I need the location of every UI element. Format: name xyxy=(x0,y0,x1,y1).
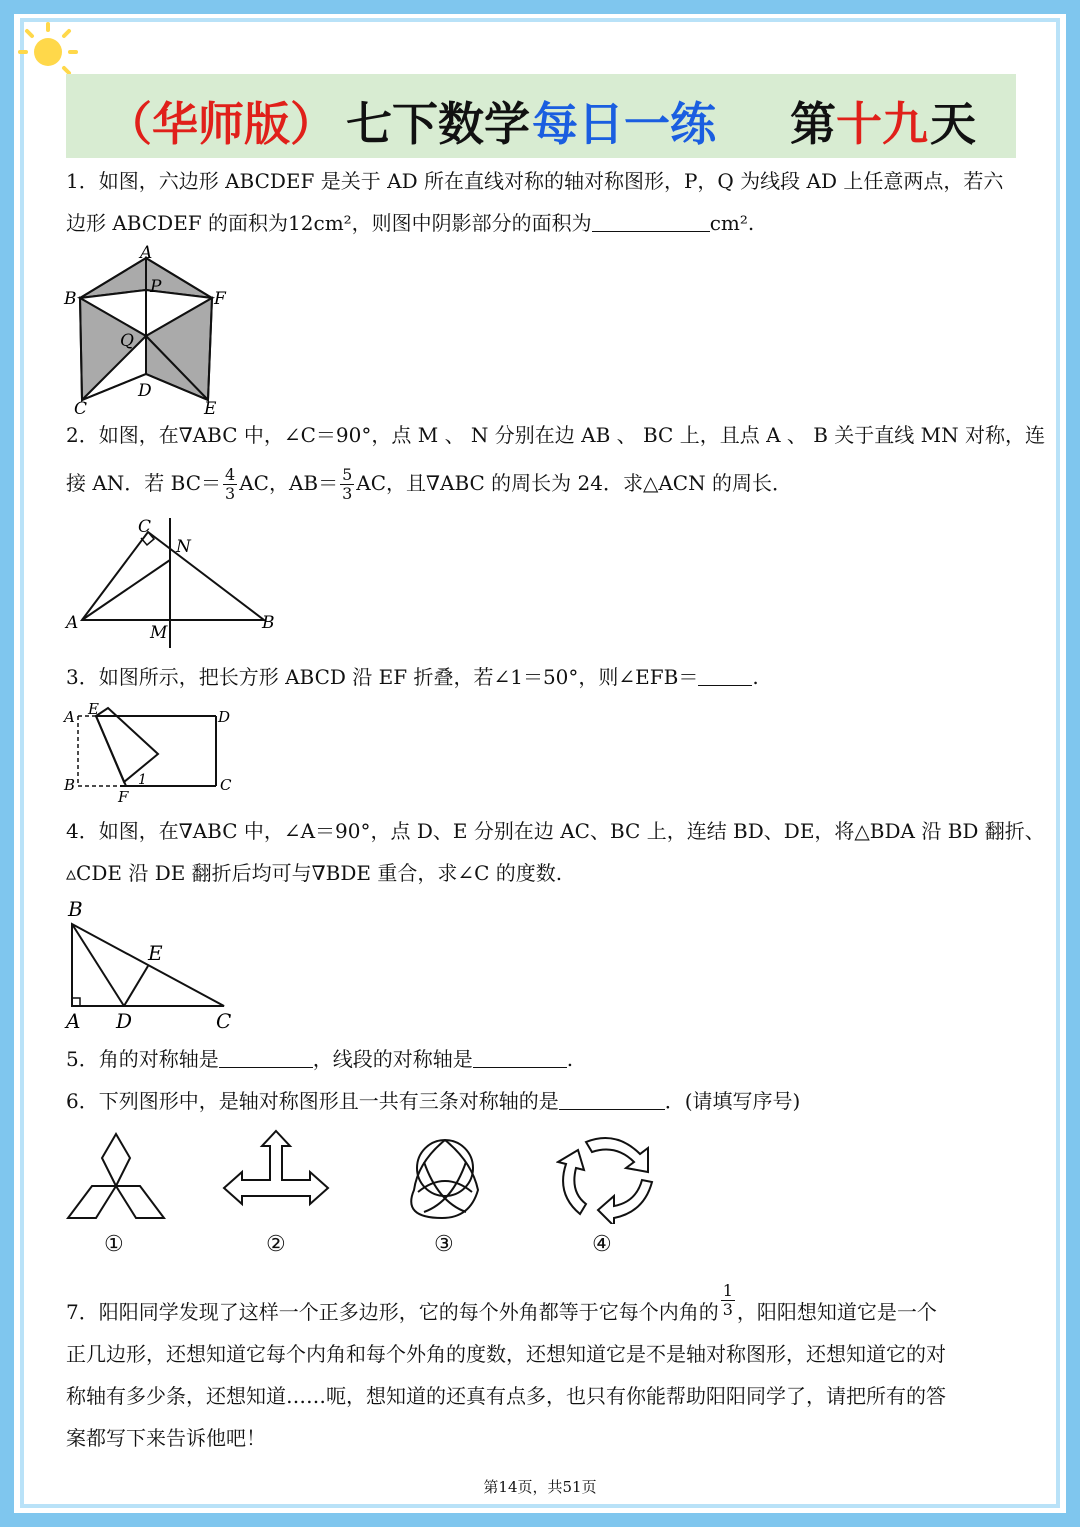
q2-fraction-1 xyxy=(223,466,237,503)
q7-line-1-b: ，阳阳想知道它是一个 xyxy=(736,1300,937,1324)
q6-option-4: ④ xyxy=(592,1232,612,1257)
q2-line-1: 2．如图，在∇ABC 中，∠C＝90°，点 M 、 N 分别在边 AB 、 BC 上，且点 A 、 B 关于直线 MN 对称，连 xyxy=(66,423,1045,447)
question-7 xyxy=(66,1282,1016,1459)
title-daily-practice: 每日一练 xyxy=(532,97,716,151)
q1-unit: cm². xyxy=(709,211,755,235)
q2-label-m: M xyxy=(150,623,168,643)
q5-answer-blank-1[interactable] xyxy=(219,1045,313,1068)
q2-line-2 xyxy=(66,462,1016,504)
q5-text-a: 5．角的对称轴是 xyxy=(66,1047,219,1071)
q2-line-2-b: AC，AB＝ xyxy=(239,471,339,495)
q1-label-c: C xyxy=(74,399,88,419)
q3-line-1 xyxy=(66,656,1016,698)
q3-label-c: C xyxy=(220,776,232,794)
q3-label-d: D xyxy=(218,708,231,726)
q2-line-2-c: AC，且∇ABC 的周长为 24．求△ACN 的周长． xyxy=(356,471,792,495)
q6-answer-blank[interactable] xyxy=(559,1087,665,1110)
q4-label-a: A xyxy=(66,1009,81,1033)
page-footer: 第14页，共51页 xyxy=(483,1478,597,1496)
q1-label-q: Q xyxy=(120,331,134,351)
q4-label-b: B xyxy=(68,897,83,921)
q2-line-2-a: 接 AN．若 BC＝ xyxy=(66,471,222,495)
q2-triangle-figure xyxy=(60,514,290,654)
q2-label-b: B xyxy=(262,613,275,633)
q1-label-f: F xyxy=(214,289,226,309)
q3-label-b: B xyxy=(64,776,76,794)
q1-line-2 xyxy=(66,202,1016,244)
q2-label-c: C xyxy=(138,517,152,537)
question-6 xyxy=(66,1080,1016,1122)
q7-frac-num: 1 xyxy=(722,1281,733,1300)
q3-label-1: 1 xyxy=(138,772,147,788)
q2-label-n: N xyxy=(176,537,191,557)
q4-label-e: E xyxy=(148,941,163,965)
title-day-prefix: 第 xyxy=(790,97,836,151)
q2-frac1-num: 4 xyxy=(225,465,236,484)
q7-line-4: 案都写下来告诉他吧！ xyxy=(66,1426,266,1450)
question-4 xyxy=(66,810,1045,894)
q1-label-b: B xyxy=(64,289,77,309)
question-3 xyxy=(66,656,1016,698)
q7-frac-den: 3 xyxy=(722,1300,733,1319)
q4-triangle-figure xyxy=(60,896,260,1036)
q6-text-a: 6．下列图形中，是轴对称图形且一共有三条对称轴的是 xyxy=(66,1089,559,1113)
q1-label-p: P xyxy=(150,277,162,297)
q7-line-1-a: 7．阳阳同学发现了这样一个正多边形，它的每个外角都等于它每个内角的 xyxy=(66,1300,719,1324)
q5-text-c: . xyxy=(566,1047,574,1071)
q3-rectangle-figure xyxy=(60,702,250,804)
q6-option-3: ③ xyxy=(434,1232,454,1257)
q3-line-1-text: 3．如图所示，把长方形 ABCD 沿 EF 折叠，若∠1＝50°，则∠EFB＝ xyxy=(66,665,699,689)
q6-option-1: ① xyxy=(104,1232,124,1257)
q5-text-b: ，线段的对称轴是 xyxy=(312,1047,473,1071)
sun-icon xyxy=(18,10,88,80)
q7-fraction xyxy=(721,1282,735,1319)
q5-answer-blank-2[interactable] xyxy=(473,1045,567,1068)
q4-line-2: ▵CDE 沿 DE 翻折后均可与∇BDE 重合，求∠C 的度数. xyxy=(66,861,563,885)
q6-figure-1-rhombuses xyxy=(64,1130,168,1224)
q2-frac2-num: 5 xyxy=(342,465,353,484)
q4-label-d: D xyxy=(116,1009,133,1033)
q2-fraction-2 xyxy=(340,466,354,503)
q2-frac2-den: 3 xyxy=(342,484,353,503)
q1-line-1: 1．如图，六边形 ABCDEF 是关于 AD 所在直线对称的轴对称图形，P，Q 为线段 AD 上任意两点，若六 xyxy=(66,169,1004,193)
q3-answer-blank[interactable] xyxy=(698,663,752,686)
title-banner xyxy=(66,74,1016,158)
q3-label-a: A xyxy=(64,708,75,726)
q3-label-e: E xyxy=(88,702,99,718)
q7-line-3: 称轴有多少条，还想知道……呃，想知道的还真有点多，也只有你能帮助阳阳同学了，请把所有的答 xyxy=(66,1384,946,1408)
q2-frac1-den: 3 xyxy=(225,484,236,503)
q3-period: . xyxy=(752,665,759,689)
title-subject: 七下数学 xyxy=(346,97,530,151)
title-day-suffix: 天 xyxy=(930,97,976,151)
q2-label-a: A xyxy=(66,613,79,633)
title-day-number: 十九 xyxy=(836,97,928,151)
q1-label-a: A xyxy=(140,244,153,263)
q6-figure-4-cycle-arrows xyxy=(556,1128,656,1224)
q7-line-1 xyxy=(66,1282,1016,1333)
q6-line-1 xyxy=(66,1080,1016,1122)
title-publisher: （华师版） xyxy=(106,97,336,151)
q4-line-1: 4．如图，在∇ABC 中，∠A＝90°，点 D、E 分别在边 AC、BC 上，连结 BD、DE，将△BDA 沿 BD 翻折、 xyxy=(66,819,1045,843)
q6-option-2: ② xyxy=(266,1232,286,1257)
q1-line-2-text: 边形 ABCDEF 的面积为12cm²，则图中阴影部分的面积为 xyxy=(66,211,592,235)
q6-text-b: ．(请填写序号) xyxy=(664,1089,801,1113)
q4-label-c: C xyxy=(216,1009,232,1033)
q1-label-d: D xyxy=(138,381,152,401)
q1-label-e: E xyxy=(204,399,217,419)
q5-line-1 xyxy=(66,1038,1016,1080)
q1-answer-blank[interactable] xyxy=(592,209,710,232)
q1-hexagon-figure xyxy=(60,244,240,420)
question-2 xyxy=(66,414,1045,504)
q6-figure-2-arrows xyxy=(220,1128,332,1222)
q6-figure-3-trefoil xyxy=(394,1132,496,1224)
question-5 xyxy=(66,1038,1016,1080)
q3-label-f: F xyxy=(118,788,129,804)
question-1 xyxy=(66,160,1016,244)
q7-line-2: 正几边形，还想知道它每个内角和每个外角的度数，还想知道它是不是轴对称图形，还想知道它的对 xyxy=(66,1342,946,1366)
